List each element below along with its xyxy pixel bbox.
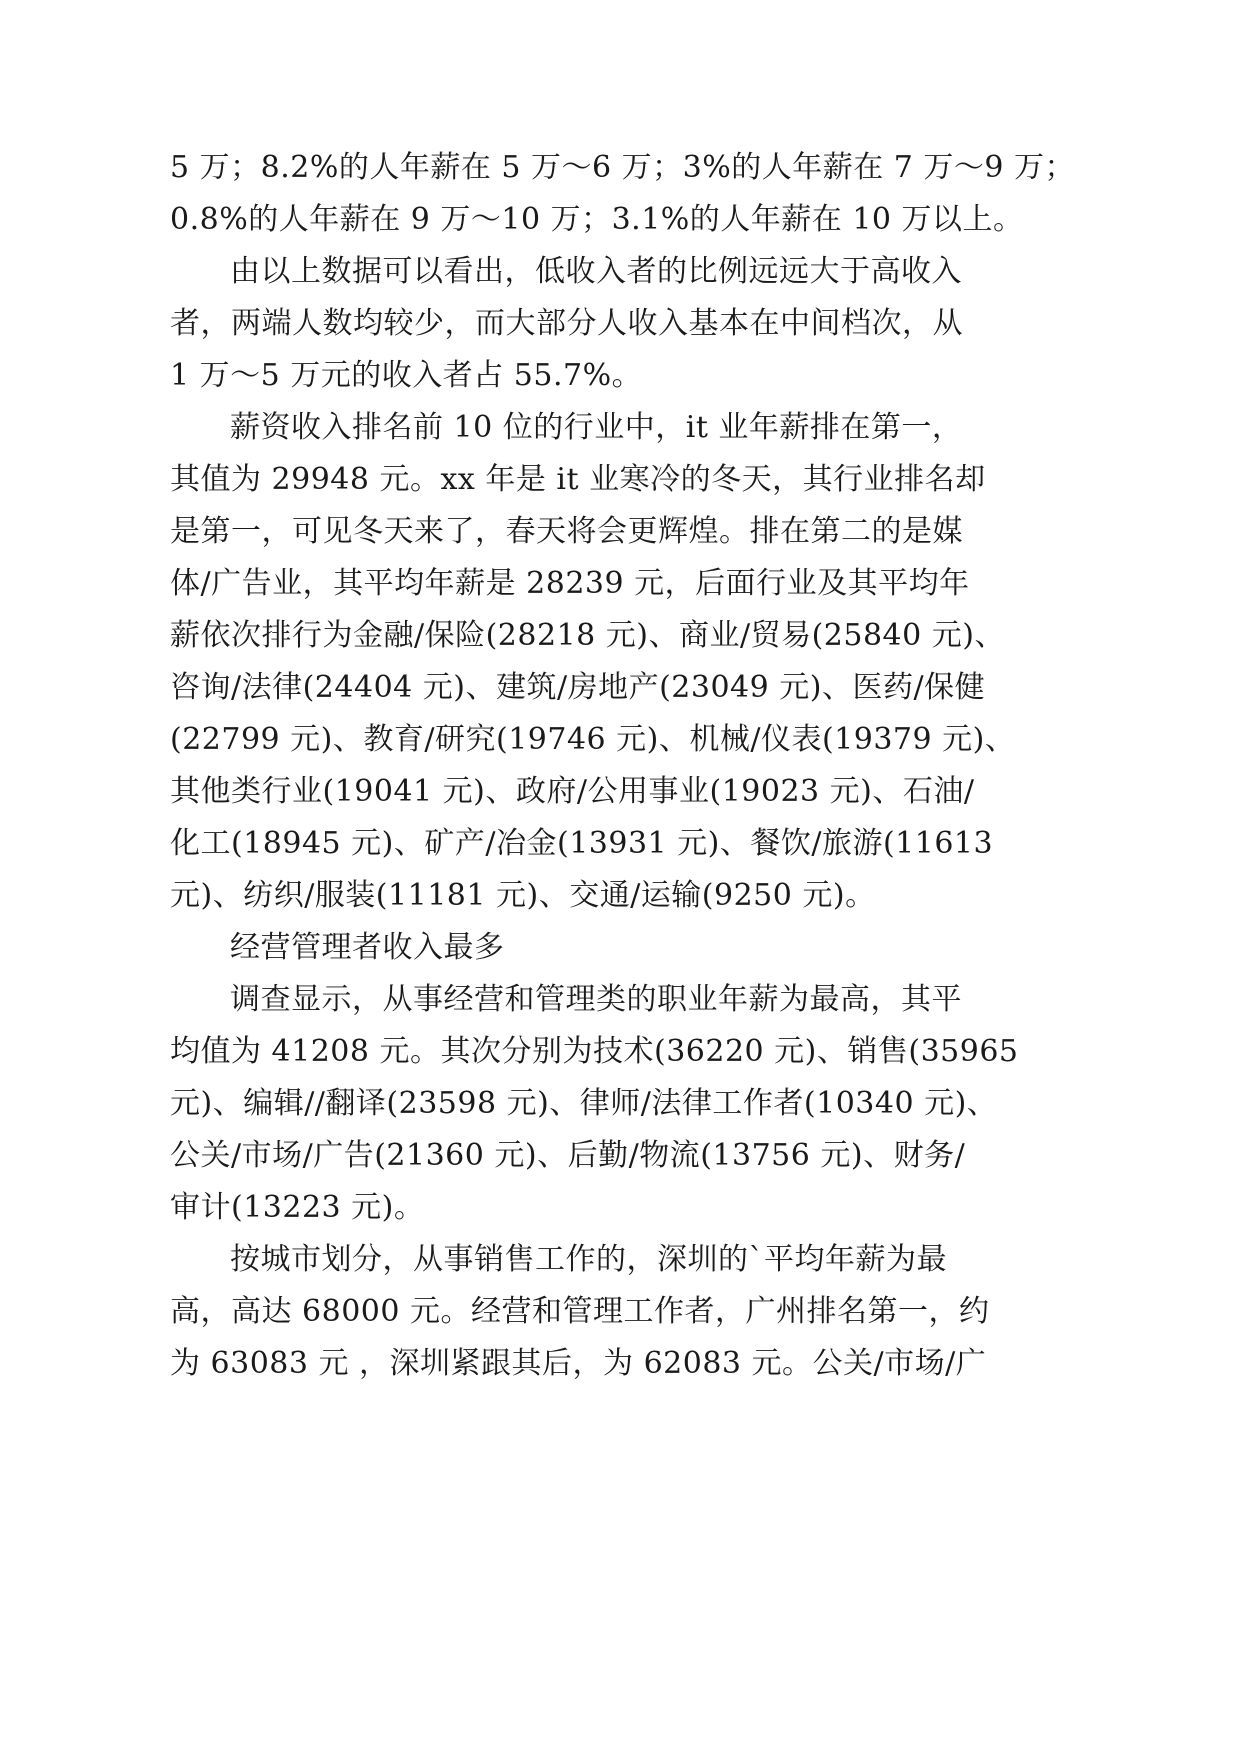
body-text-line: 审计(13223 元)。 (170, 1190, 425, 1225)
body-text-line: 化工(18945 元)、矿产/冶金(13931 元)、餐饮/旅游(11613 (170, 826, 994, 861)
body-text-line: 其值为 29948 元。xx 年是 it 业寒冷的冬天，其行业排名却 (170, 462, 986, 497)
body-text-line: 咨询/法律(24404 元)、建筑/房地产(23049 元)、医药/保健 (170, 670, 986, 705)
body-text-line: 薪资收入排名前 10 位的行业中，it 业年薪排在第一， (230, 410, 963, 445)
body-text-line: 按城市划分，从事销售工作的，深圳的`平均年薪为最 (230, 1242, 947, 1277)
body-text-line: 5 万；8.2%的人年薪在 5 万～6 万；3%的人年薪在 7 万～9 万； (170, 150, 1075, 185)
body-text-line: 0.8%的人年薪在 9 万～10 万；3.1%的人年薪在 10 万以上。 (170, 202, 1024, 237)
body-text-line: 调查显示，从事经营和管理类的职业年薪为最高，其平 (230, 982, 962, 1017)
body-text-line: 元)、纺织/服装(11181 元)、交通/运输(9250 元)。 (170, 878, 876, 913)
body-text-line: 元)、编辑//翻译(23598 元)、律师/法律工作者(10340 元)、 (170, 1086, 998, 1121)
body-text-line: 为 63083 元 ，深圳紧跟其后，为 62083 元。公关/市场/广 (170, 1346, 987, 1381)
body-text-line: 公关/市场/广告(21360 元)、后勤/物流(13756 元)、财务/ (170, 1138, 966, 1173)
body-text-line: 其他类行业(19041 元)、政府/公用事业(19023 元)、石油/ (170, 774, 975, 809)
section-heading: 经营管理者收入最多 (230, 930, 505, 965)
body-text-line: 由以上数据可以看出，低收入者的比例远远大于高收入 (230, 254, 962, 289)
body-text-line: 是第一，可见冬天来了，春天将会更辉煌。排在第二的是媒 (170, 514, 963, 549)
body-text-line: 均值为 41208 元。其次分别为技术(36220 元)、销售(35965 (170, 1034, 1019, 1069)
body-text-line: 高，高达 68000 元。经营和管理工作者，广州排名第一，约 (170, 1294, 990, 1329)
body-text-line: (22799 元)、教育/研究(19746 元)、机械/仪表(19379 元)、 (170, 722, 1016, 757)
body-text-line: 1 万～5 万元的收入者占 55.7%。 (170, 358, 643, 393)
body-text-line: 体/广告业，其平均年薪是 28239 元，后面行业及其平均年 (170, 566, 970, 601)
body-text-line: 者，两端人数均较少，而大部分人收入基本在中间档次，从 (170, 306, 963, 341)
body-text-line: 薪依次排行为金融/保险(28218 元)、商业/贸易(25840 元)、 (170, 618, 1005, 653)
